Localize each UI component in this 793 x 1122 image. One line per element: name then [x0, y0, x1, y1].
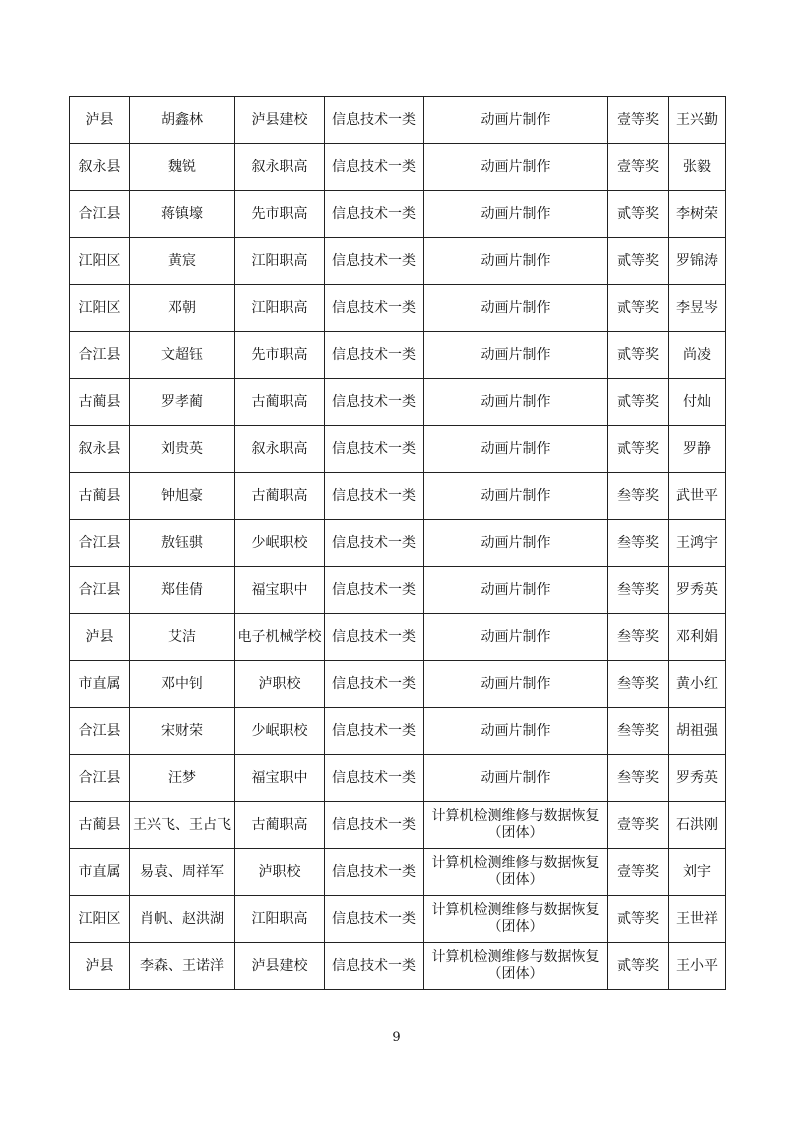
- awards-table-container: [69, 96, 725, 990]
- district-cell: 市直属: [70, 849, 130, 896]
- student-name-cell: 邓中钊: [130, 661, 235, 708]
- award-cell: 贰等奖: [608, 426, 669, 473]
- award-cell: 贰等奖: [608, 285, 669, 332]
- table-row: [70, 755, 726, 802]
- teacher-cell: 罗静: [669, 426, 726, 473]
- category-cell: 信息技术一类: [325, 896, 424, 943]
- category-cell: 信息技术一类: [325, 285, 424, 332]
- event-cell: 动画片制作: [424, 755, 608, 802]
- category-cell: 信息技术一类: [325, 379, 424, 426]
- award-cell: 壹等奖: [608, 97, 669, 144]
- event-cell: 动画片制作: [424, 708, 608, 755]
- award-cell: 叁等奖: [608, 567, 669, 614]
- school-cell: 泸职校: [235, 849, 325, 896]
- category-cell: 信息技术一类: [325, 473, 424, 520]
- teacher-cell: 罗秀英: [669, 755, 726, 802]
- event-cell: 计算机检测维修与数据恢复（团体）: [424, 943, 608, 990]
- district-cell: 合江县: [70, 520, 130, 567]
- award-cell: 贰等奖: [608, 191, 669, 238]
- school-cell: 先市职高: [235, 332, 325, 379]
- district-cell: 合江县: [70, 755, 130, 802]
- teacher-cell: 李树荣: [669, 191, 726, 238]
- event-cell: 动画片制作: [424, 332, 608, 379]
- table-row: [70, 473, 726, 520]
- category-cell: 信息技术一类: [325, 661, 424, 708]
- district-cell: 泸县: [70, 614, 130, 661]
- table-row: [70, 238, 726, 285]
- teacher-cell: 胡祖强: [669, 708, 726, 755]
- event-cell: 动画片制作: [424, 238, 608, 285]
- award-cell: 壹等奖: [608, 802, 669, 849]
- district-cell: 合江县: [70, 708, 130, 755]
- student-name-cell: 郑佳倩: [130, 567, 235, 614]
- category-cell: 信息技术一类: [325, 849, 424, 896]
- event-cell: 动画片制作: [424, 191, 608, 238]
- school-cell: 电子机械学校: [235, 614, 325, 661]
- teacher-cell: 黄小红: [669, 661, 726, 708]
- student-name-cell: 肖帆、赵洪湖: [130, 896, 235, 943]
- event-cell: 动画片制作: [424, 285, 608, 332]
- teacher-cell: 尚凌: [669, 332, 726, 379]
- school-cell: 先市职高: [235, 191, 325, 238]
- table-row: [70, 332, 726, 379]
- teacher-cell: 石洪刚: [669, 802, 726, 849]
- event-cell: 动画片制作: [424, 567, 608, 614]
- category-cell: 信息技术一类: [325, 755, 424, 802]
- award-cell: 贰等奖: [608, 896, 669, 943]
- category-cell: 信息技术一类: [325, 802, 424, 849]
- event-cell: 计算机检测维修与数据恢复（团体）: [424, 896, 608, 943]
- district-cell: 泸县: [70, 97, 130, 144]
- district-cell: 江阳区: [70, 896, 130, 943]
- district-cell: 叙永县: [70, 144, 130, 191]
- district-cell: 古蔺县: [70, 379, 130, 426]
- table-row: [70, 849, 726, 896]
- page-number: 9: [392, 1030, 401, 1045]
- teacher-cell: 武世平: [669, 473, 726, 520]
- award-cell: 叁等奖: [608, 520, 669, 567]
- award-cell: 壹等奖: [608, 849, 669, 896]
- district-cell: 江阳区: [70, 238, 130, 285]
- category-cell: 信息技术一类: [325, 614, 424, 661]
- teacher-cell: 王鸿宇: [669, 520, 726, 567]
- award-cell: 壹等奖: [608, 144, 669, 191]
- awards-table: [69, 96, 726, 990]
- table-row: [70, 943, 726, 990]
- category-cell: 信息技术一类: [325, 332, 424, 379]
- teacher-cell: 罗秀英: [669, 567, 726, 614]
- student-name-cell: 文超钰: [130, 332, 235, 379]
- district-cell: 古蔺县: [70, 473, 130, 520]
- award-cell: 贰等奖: [608, 332, 669, 379]
- event-cell: 动画片制作: [424, 426, 608, 473]
- school-cell: 古蔺职高: [235, 802, 325, 849]
- award-cell: 贰等奖: [608, 379, 669, 426]
- event-cell: 动画片制作: [424, 97, 608, 144]
- student-name-cell: 胡鑫林: [130, 97, 235, 144]
- teacher-cell: 邓利娟: [669, 614, 726, 661]
- school-cell: 江阳职高: [235, 285, 325, 332]
- event-cell: 动画片制作: [424, 520, 608, 567]
- table-row: [70, 567, 726, 614]
- school-cell: 古蔺职高: [235, 379, 325, 426]
- student-name-cell: 黄宸: [130, 238, 235, 285]
- district-cell: 合江县: [70, 191, 130, 238]
- district-cell: 合江县: [70, 567, 130, 614]
- teacher-cell: 李昱岑: [669, 285, 726, 332]
- student-name-cell: 刘贵英: [130, 426, 235, 473]
- table-row: [70, 379, 726, 426]
- table-row: [70, 802, 726, 849]
- student-name-cell: 钟旭豪: [130, 473, 235, 520]
- school-cell: 江阳职高: [235, 238, 325, 285]
- district-cell: 江阳区: [70, 285, 130, 332]
- teacher-cell: 刘宇: [669, 849, 726, 896]
- category-cell: 信息技术一类: [325, 191, 424, 238]
- table-row: [70, 426, 726, 473]
- award-cell: 叁等奖: [608, 614, 669, 661]
- student-name-cell: 易袁、周祥军: [130, 849, 235, 896]
- school-cell: 福宝职中: [235, 567, 325, 614]
- event-cell: 动画片制作: [424, 614, 608, 661]
- award-cell: 叁等奖: [608, 661, 669, 708]
- category-cell: 信息技术一类: [325, 943, 424, 990]
- district-cell: 市直属: [70, 661, 130, 708]
- award-cell: 叁等奖: [608, 473, 669, 520]
- event-cell: 动画片制作: [424, 661, 608, 708]
- student-name-cell: 王兴飞、王占飞: [130, 802, 235, 849]
- teacher-cell: 罗锦涛: [669, 238, 726, 285]
- teacher-cell: 付灿: [669, 379, 726, 426]
- student-name-cell: 艾洁: [130, 614, 235, 661]
- event-cell: 动画片制作: [424, 379, 608, 426]
- school-cell: 江阳职高: [235, 896, 325, 943]
- school-cell: 古蔺职高: [235, 473, 325, 520]
- award-cell: 叁等奖: [608, 755, 669, 802]
- teacher-cell: 张毅: [669, 144, 726, 191]
- school-cell: 叙永职高: [235, 144, 325, 191]
- district-cell: 古蔺县: [70, 802, 130, 849]
- district-cell: 合江县: [70, 332, 130, 379]
- event-cell: 计算机检测维修与数据恢复（团体）: [424, 802, 608, 849]
- school-cell: 泸职校: [235, 661, 325, 708]
- student-name-cell: 罗孝蔺: [130, 379, 235, 426]
- table-row: [70, 520, 726, 567]
- table-row: [70, 97, 726, 144]
- event-cell: 动画片制作: [424, 473, 608, 520]
- school-cell: 少岷职校: [235, 520, 325, 567]
- table-row: [70, 191, 726, 238]
- award-cell: 贰等奖: [608, 238, 669, 285]
- category-cell: 信息技术一类: [325, 97, 424, 144]
- school-cell: 少岷职校: [235, 708, 325, 755]
- table-row: [70, 661, 726, 708]
- event-cell: 计算机检测维修与数据恢复（团体）: [424, 849, 608, 896]
- student-name-cell: 蒋镇壕: [130, 191, 235, 238]
- category-cell: 信息技术一类: [325, 238, 424, 285]
- teacher-cell: 王兴勤: [669, 97, 726, 144]
- student-name-cell: 魏锐: [130, 144, 235, 191]
- award-cell: 叁等奖: [608, 708, 669, 755]
- table-row: [70, 614, 726, 661]
- student-name-cell: 邓朝: [130, 285, 235, 332]
- category-cell: 信息技术一类: [325, 520, 424, 567]
- category-cell: 信息技术一类: [325, 567, 424, 614]
- category-cell: 信息技术一类: [325, 708, 424, 755]
- district-cell: 叙永县: [70, 426, 130, 473]
- student-name-cell: 汪梦: [130, 755, 235, 802]
- category-cell: 信息技术一类: [325, 426, 424, 473]
- event-cell: 动画片制作: [424, 144, 608, 191]
- table-row: [70, 708, 726, 755]
- table-row: [70, 285, 726, 332]
- school-cell: 叙永职高: [235, 426, 325, 473]
- district-cell: 泸县: [70, 943, 130, 990]
- table-row: [70, 896, 726, 943]
- category-cell: 信息技术一类: [325, 144, 424, 191]
- teacher-cell: 王小平: [669, 943, 726, 990]
- school-cell: 福宝职中: [235, 755, 325, 802]
- awards-table-body: [70, 97, 726, 990]
- school-cell: 泸县建校: [235, 943, 325, 990]
- student-name-cell: 李森、王诺洋: [130, 943, 235, 990]
- table-row: [70, 144, 726, 191]
- student-name-cell: 敖钰骐: [130, 520, 235, 567]
- award-cell: 贰等奖: [608, 943, 669, 990]
- teacher-cell: 王世祥: [669, 896, 726, 943]
- student-name-cell: 宋财荣: [130, 708, 235, 755]
- school-cell: 泸县建校: [235, 97, 325, 144]
